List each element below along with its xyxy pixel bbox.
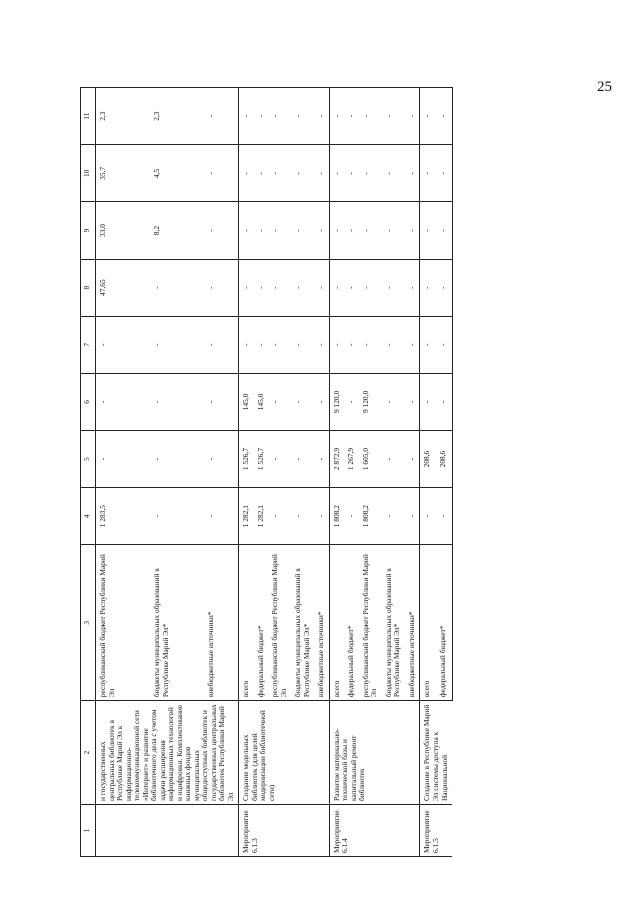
- funding-source: внебюджетные источники*: [405, 545, 420, 701]
- value-cell: -: [436, 145, 452, 202]
- value-cell: -: [291, 430, 314, 487]
- value-cell: -: [204, 259, 239, 316]
- measure-code: [96, 805, 239, 857]
- column-header: 10: [81, 145, 96, 202]
- funding-source: республиканский бюджет Республики Марий Эл: [359, 545, 382, 701]
- column-header: 5: [81, 430, 96, 487]
- value-cell: -: [329, 88, 344, 145]
- value-cell: -: [291, 259, 314, 316]
- value-cell: -: [291, 202, 314, 259]
- funding-source: республиканский бюджет Республики Марий Эл: [268, 545, 291, 701]
- value-cell: -: [359, 316, 382, 373]
- value-cell: -: [420, 202, 436, 259]
- table-body: [96, 88, 453, 857]
- value-cell: -: [150, 259, 204, 316]
- value-cell: 47,65: [96, 259, 151, 316]
- value-cell: 145,0: [254, 373, 269, 430]
- value-cell: -: [405, 373, 420, 430]
- funding-source: бюджеты муниципальных образований в Республике Марий Эл*: [382, 545, 405, 701]
- value-cell: 208,6: [420, 430, 436, 487]
- value-cell: 1 605,0: [359, 430, 382, 487]
- value-cell: -: [204, 145, 239, 202]
- value-cell: -: [405, 88, 420, 145]
- value-cell: -: [150, 316, 204, 373]
- value-cell: -: [405, 259, 420, 316]
- value-cell: 4,5: [150, 145, 204, 202]
- rotated-table-sheet: [80, 87, 580, 857]
- value-cell: -: [96, 373, 151, 430]
- value-cell: 1 282,1: [254, 488, 269, 545]
- value-cell: -: [405, 430, 420, 487]
- measure-name: и государственных центральных библиотек в Республике Марий Эл к информационно-телекоммуникационной сети «Интернет» и развитие библиотечного дела с учетом задачи расширения информационных технологий и оцифровки. Комплектование книжных фондов муниципальных общедоступных библиотек и государственных центральных библиотек Республики Марий Эл: [96, 701, 239, 805]
- value-cell: -: [420, 145, 436, 202]
- value-cell: -: [314, 202, 329, 259]
- column-header: 8: [81, 259, 96, 316]
- value-cell: -: [420, 373, 436, 430]
- column-header: 3: [81, 545, 96, 701]
- value-cell: -: [329, 202, 344, 259]
- value-cell: 1 283,5: [96, 488, 151, 545]
- funding-source: всего: [329, 545, 344, 701]
- value-cell: 1 526,7: [254, 430, 269, 487]
- value-cell: -: [204, 430, 239, 487]
- value-cell: 2,3: [150, 88, 204, 145]
- page-number: 25: [597, 79, 612, 95]
- value-cell: -: [344, 202, 359, 259]
- value-cell: -: [314, 488, 329, 545]
- value-cell: -: [239, 145, 254, 202]
- value-cell: -: [344, 373, 359, 430]
- value-cell: -: [436, 88, 452, 145]
- value-cell: -: [420, 259, 436, 316]
- value-cell: -: [344, 259, 359, 316]
- value-cell: -: [150, 373, 204, 430]
- value-cell: -: [291, 88, 314, 145]
- column-header: 6: [81, 373, 96, 430]
- value-cell: 9 120,0: [359, 373, 382, 430]
- value-cell: -: [254, 88, 269, 145]
- table-row: [96, 88, 151, 857]
- funding-source: бюджеты муниципальных образований в Республике Марий Эл*: [150, 545, 204, 701]
- value-cell: -: [382, 202, 405, 259]
- value-cell: -: [268, 373, 291, 430]
- funding-source: всего: [420, 545, 436, 701]
- measure-name: Создание в Республике Марий Эл системы доступа к Национальной: [420, 701, 452, 805]
- value-cell: -: [382, 88, 405, 145]
- funding-source: федеральный бюджет*: [436, 545, 452, 701]
- value-cell: -: [204, 373, 239, 430]
- value-cell: -: [204, 88, 239, 145]
- value-cell: -: [382, 373, 405, 430]
- value-cell: -: [420, 316, 436, 373]
- value-cell: -: [420, 488, 436, 545]
- value-cell: -: [314, 259, 329, 316]
- value-cell: 1 267,9: [344, 430, 359, 487]
- value-cell: -: [344, 88, 359, 145]
- value-cell: -: [436, 316, 452, 373]
- measure-code: Мероприятие 6.1.3: [239, 805, 330, 857]
- value-cell: 1 282,1: [239, 488, 254, 545]
- value-cell: -: [204, 488, 239, 545]
- column-header: 7: [81, 316, 96, 373]
- value-cell: -: [291, 316, 314, 373]
- value-cell: -: [405, 316, 420, 373]
- value-cell: -: [405, 202, 420, 259]
- funding-source: внебюджетные источники*: [314, 545, 329, 701]
- value-cell: -: [382, 488, 405, 545]
- value-cell: -: [314, 316, 329, 373]
- value-cell: -: [359, 145, 382, 202]
- column-header: 9: [81, 202, 96, 259]
- value-cell: -: [204, 202, 239, 259]
- value-cell: -: [329, 259, 344, 316]
- table-row: [239, 88, 254, 857]
- funding-source: бюджеты муниципальных образований в Республике Марий Эл*: [291, 545, 314, 701]
- value-cell: -: [268, 88, 291, 145]
- value-cell: -: [254, 145, 269, 202]
- value-cell: -: [436, 373, 452, 430]
- funding-source: всего: [239, 545, 254, 701]
- value-cell: -: [268, 202, 291, 259]
- funding-source: внебюджетные источники*: [204, 545, 239, 701]
- value-cell: -: [344, 145, 359, 202]
- value-cell: -: [436, 202, 452, 259]
- value-cell: -: [291, 488, 314, 545]
- value-cell: -: [239, 259, 254, 316]
- value-cell: -: [291, 145, 314, 202]
- value-cell: -: [344, 316, 359, 373]
- value-cell: -: [239, 316, 254, 373]
- value-cell: -: [436, 488, 452, 545]
- funding-source: республиканский бюджет Республики Марий Эл: [96, 545, 151, 701]
- value-cell: 1 808,2: [329, 488, 344, 545]
- value-cell: -: [268, 488, 291, 545]
- value-cell: 9 120,0: [329, 373, 344, 430]
- value-cell: -: [405, 488, 420, 545]
- value-cell: -: [96, 316, 151, 373]
- value-cell: -: [382, 145, 405, 202]
- column-header: 4: [81, 488, 96, 545]
- funding-source: федеральный бюджет*: [254, 545, 269, 701]
- column-header: 11: [81, 88, 96, 145]
- value-cell: 208,6: [436, 430, 452, 487]
- funding-source: федеральный бюджет*: [344, 545, 359, 701]
- value-cell: 145,0: [239, 373, 254, 430]
- measure-name: Развитие материально-технической базы и капитальный ремонт библиотек: [329, 701, 420, 805]
- column-header: 1: [81, 805, 96, 857]
- value-cell: -: [420, 88, 436, 145]
- value-cell: -: [382, 259, 405, 316]
- value-cell: -: [268, 259, 291, 316]
- value-cell: 2 872,9: [329, 430, 344, 487]
- value-cell: -: [436, 259, 452, 316]
- measure-code: Мероприятие 6.1.4: [329, 805, 420, 857]
- value-cell: 1 808,2: [359, 488, 382, 545]
- value-cell: -: [329, 316, 344, 373]
- value-cell: -: [268, 316, 291, 373]
- column-header: 2: [81, 701, 96, 805]
- measure-code: Мероприятие 6.1.5: [420, 805, 452, 857]
- budget-table: [80, 87, 453, 857]
- measure-name: Создание модельных библиотек (для целей модернизации библиотечной сети): [239, 701, 330, 805]
- value-cell: -: [405, 145, 420, 202]
- value-cell: -: [314, 145, 329, 202]
- value-cell: -: [359, 259, 382, 316]
- value-cell: -: [314, 430, 329, 487]
- value-cell: -: [96, 430, 151, 487]
- value-cell: -: [359, 202, 382, 259]
- value-cell: -: [239, 202, 254, 259]
- value-cell: 33,0: [96, 202, 151, 259]
- value-cell: -: [359, 88, 382, 145]
- value-cell: -: [150, 430, 204, 487]
- table-row: [420, 88, 436, 857]
- value-cell: -: [329, 145, 344, 202]
- value-cell: -: [254, 316, 269, 373]
- value-cell: -: [314, 373, 329, 430]
- value-cell: -: [314, 88, 329, 145]
- value-cell: -: [204, 316, 239, 373]
- value-cell: 2,3: [96, 88, 151, 145]
- value-cell: -: [382, 316, 405, 373]
- value-cell: 8,2: [150, 202, 204, 259]
- value-cell: -: [291, 373, 314, 430]
- value-cell: -: [268, 145, 291, 202]
- table-row: [329, 88, 344, 857]
- value-cell: -: [382, 430, 405, 487]
- table-header-row: [81, 88, 96, 857]
- value-cell: -: [268, 430, 291, 487]
- value-cell: -: [344, 488, 359, 545]
- value-cell: 35,7: [96, 145, 151, 202]
- value-cell: -: [254, 202, 269, 259]
- value-cell: -: [239, 88, 254, 145]
- value-cell: 1 526,7: [239, 430, 254, 487]
- value-cell: -: [254, 259, 269, 316]
- value-cell: -: [150, 488, 204, 545]
